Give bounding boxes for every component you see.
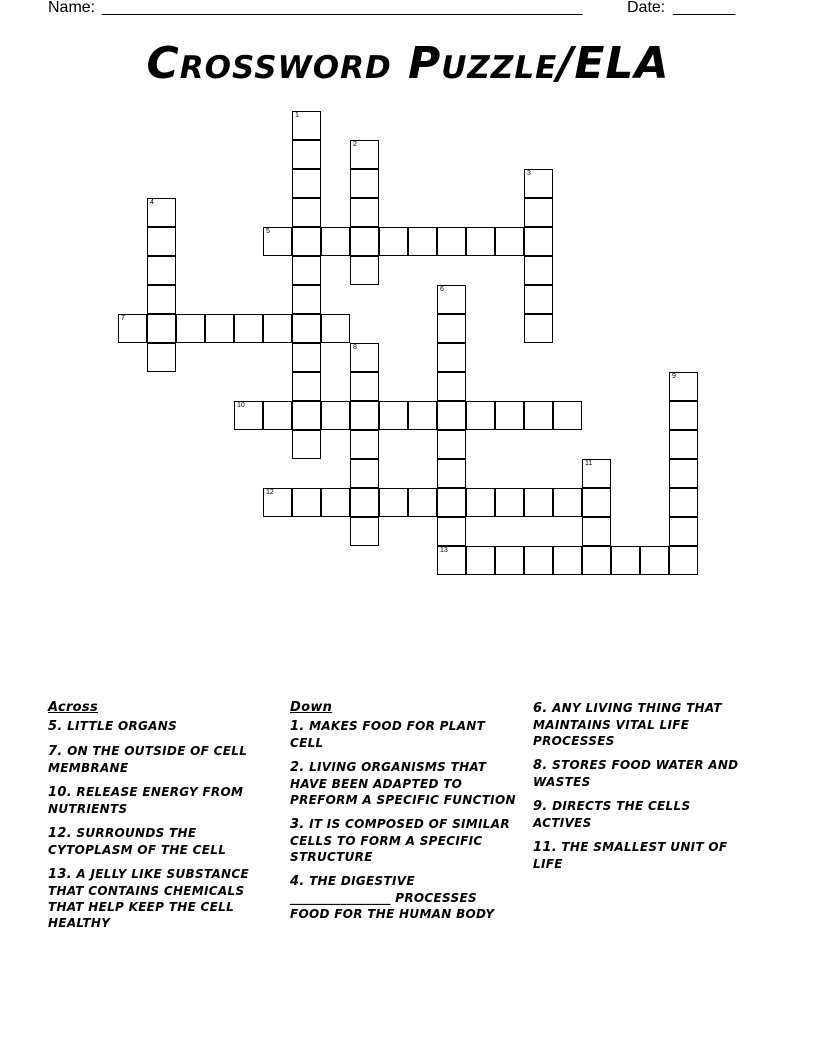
grid-cell[interactable] <box>437 517 466 546</box>
clue-item-number: 13. <box>48 867 72 882</box>
grid-cell[interactable] <box>669 401 698 430</box>
grid-cell[interactable] <box>263 488 292 517</box>
clue-item-number: 1. <box>290 719 305 734</box>
grid-cell[interactable] <box>292 285 321 314</box>
clue-number: 9 <box>672 373 676 380</box>
clue-number: 2 <box>353 141 357 148</box>
grid-cell[interactable] <box>669 459 698 488</box>
grid-cell[interactable] <box>524 227 553 256</box>
grid-cell[interactable] <box>292 227 321 256</box>
clue-item-text: SURROUNDS THE CYTOPLASM OF THE CELL <box>48 826 227 857</box>
grid-cell[interactable] <box>553 488 582 517</box>
page-title: Crossword Puzzle/ELA <box>146 38 670 89</box>
grid-cell[interactable] <box>350 401 379 430</box>
grid-cell[interactable] <box>669 488 698 517</box>
clue-item <box>48 825 268 858</box>
clue-item <box>48 743 268 776</box>
grid-cell[interactable] <box>437 401 466 430</box>
clue-item <box>290 718 520 751</box>
grid-cell[interactable] <box>524 488 553 517</box>
grid-cell[interactable] <box>350 169 379 198</box>
grid-cell[interactable] <box>466 488 495 517</box>
grid-cell[interactable] <box>466 546 495 575</box>
grid-cell[interactable] <box>379 227 408 256</box>
grid-cell[interactable] <box>437 372 466 401</box>
clue-item <box>290 759 520 808</box>
grid-cell[interactable] <box>350 488 379 517</box>
grid-cell[interactable] <box>437 430 466 459</box>
down-clue-list-continued <box>533 700 753 872</box>
clue-item <box>533 839 753 872</box>
grid-cell[interactable] <box>669 430 698 459</box>
clue-item-text: RELEASE ENERGY FROM NUTRIENTS <box>48 785 244 816</box>
clue-number: 12 <box>266 489 274 496</box>
clues-down <box>290 700 520 930</box>
grid-cell[interactable] <box>466 401 495 430</box>
grid-cell[interactable] <box>350 430 379 459</box>
grid-cell[interactable] <box>408 488 437 517</box>
down-heading: Down <box>290 700 333 715</box>
clue-item-number: 6. <box>533 701 548 716</box>
grid-cell[interactable] <box>321 488 350 517</box>
grid-cell[interactable] <box>379 401 408 430</box>
clue-item-text: THE DIGESTIVE ________________ PROCESSES FOOD FOR THE HUMAN BODY <box>290 874 495 921</box>
name-label: Name: <box>48 0 96 16</box>
grid-cell[interactable] <box>292 198 321 227</box>
grid-cell[interactable] <box>350 343 379 372</box>
grid-cell[interactable] <box>292 314 321 343</box>
across-heading: Across <box>48 700 98 715</box>
clue-item-text: LIVING ORGANISMS THAT HAVE BEEN ADAPTED TO PREFORM A SPECIFIC FUNCTION <box>290 760 516 807</box>
grid-cell[interactable] <box>524 401 553 430</box>
grid-cell[interactable] <box>263 314 292 343</box>
grid-cell[interactable] <box>524 256 553 285</box>
clue-item-number: 3. <box>290 817 305 832</box>
grid-cell[interactable] <box>495 488 524 517</box>
clue-item <box>48 866 268 931</box>
clue-item-number: 8. <box>533 758 548 773</box>
grid-cell[interactable] <box>292 488 321 517</box>
grid-cell[interactable] <box>321 227 350 256</box>
name-field[interactable]: ______________________________________________________ <box>102 0 583 16</box>
clue-item-number: 4. <box>290 874 305 889</box>
clue-item-number: 2. <box>290 760 305 775</box>
clue-item <box>290 816 520 865</box>
clue-item-text: A JELLY LIKE SUBSTANCE THAT CONTAINS CHEMICALS THAT HELP KEEP THE CELL HEALTHY <box>48 867 249 930</box>
clue-item-number: 11. <box>533 840 557 855</box>
across-clue-list <box>48 718 268 931</box>
grid-cell[interactable] <box>437 459 466 488</box>
grid-cell[interactable] <box>321 314 350 343</box>
clue-number: 6 <box>440 286 444 293</box>
clue-item-text: MAKES FOOD FOR PLANT CELL <box>290 719 486 750</box>
grid-cell[interactable] <box>147 314 176 343</box>
grid-cell[interactable] <box>669 546 698 575</box>
grid-cell[interactable] <box>263 401 292 430</box>
grid-cell[interactable] <box>321 401 350 430</box>
grid-cell[interactable] <box>582 546 611 575</box>
grid-cell[interactable] <box>495 546 524 575</box>
clue-item-text: ON THE OUTSIDE OF CELL MEMBRANE <box>48 744 248 775</box>
grid-cell[interactable] <box>234 401 263 430</box>
grid-cell[interactable] <box>437 343 466 372</box>
grid-cell[interactable] <box>350 140 379 169</box>
clue-item-text: ANY LIVING THING THAT MAINTAINS VITAL LIFE PROCESSES <box>533 701 722 748</box>
grid-cell[interactable] <box>350 256 379 285</box>
clue-number: 4 <box>150 199 154 206</box>
grid-cell[interactable] <box>553 546 582 575</box>
grid-cell[interactable] <box>350 517 379 546</box>
grid-cell[interactable] <box>495 401 524 430</box>
grid-cell[interactable] <box>669 517 698 546</box>
clue-item-text: IT IS COMPOSED OF SIMILAR CELLS TO FORM A SPECIFIC STRUCTURE <box>290 817 510 864</box>
grid-cell[interactable] <box>524 169 553 198</box>
grid-cell[interactable] <box>437 314 466 343</box>
grid-cell[interactable] <box>524 198 553 227</box>
grid-cell[interactable] <box>524 314 553 343</box>
grid-cell[interactable] <box>582 488 611 517</box>
clue-number: 8 <box>353 344 357 351</box>
clues-down-continued <box>533 700 753 880</box>
date-label: Date: <box>627 0 666 16</box>
grid-cell[interactable] <box>118 314 147 343</box>
grid-cell[interactable] <box>437 546 466 575</box>
clue-item-text: THE SMALLEST UNIT OF LIFE <box>533 840 728 871</box>
grid-cell[interactable] <box>408 227 437 256</box>
clue-item <box>533 798 753 831</box>
grid-cell[interactable] <box>147 227 176 256</box>
clue-number: 10 <box>237 402 245 409</box>
clue-number: 11 <box>585 460 593 467</box>
grid-cell[interactable] <box>379 488 408 517</box>
clue-number: 1 <box>295 112 299 119</box>
clue-item <box>290 873 520 922</box>
grid-cell[interactable] <box>350 372 379 401</box>
clue-item <box>533 700 753 749</box>
grid-cell[interactable] <box>147 285 176 314</box>
grid-cell[interactable] <box>350 459 379 488</box>
clue-number: 5 <box>266 228 270 235</box>
grid-cell[interactable] <box>437 488 466 517</box>
grid-cell[interactable] <box>205 314 234 343</box>
grid-cell[interactable] <box>437 227 466 256</box>
clue-item-number: 12. <box>48 826 72 841</box>
clue-item-text: DIRECTS THE CELLS ACTIVES <box>533 799 691 830</box>
grid-cell[interactable] <box>292 401 321 430</box>
clues-across <box>48 700 268 939</box>
grid-cell[interactable] <box>524 546 553 575</box>
grid-cell[interactable] <box>292 430 321 459</box>
grid-cell[interactable] <box>292 256 321 285</box>
grid-cell[interactable] <box>640 546 669 575</box>
clue-number: 3 <box>527 170 531 177</box>
grid-cell[interactable] <box>408 401 437 430</box>
clue-item <box>48 784 268 817</box>
grid-cell[interactable] <box>292 372 321 401</box>
grid-cell[interactable] <box>292 111 321 140</box>
down-clue-list <box>290 718 520 922</box>
grid-cell[interactable] <box>176 314 205 343</box>
grid-cell[interactable] <box>350 198 379 227</box>
clue-item-number: 7. <box>48 744 63 759</box>
clue-item <box>533 757 753 790</box>
grid-cell[interactable] <box>350 227 379 256</box>
grid-cell[interactable] <box>292 169 321 198</box>
clue-number: 7 <box>121 315 125 322</box>
grid-cell[interactable] <box>147 198 176 227</box>
grid-cell[interactable] <box>147 256 176 285</box>
grid-cell[interactable] <box>669 372 698 401</box>
grid-cell[interactable] <box>553 401 582 430</box>
grid-cell[interactable] <box>466 227 495 256</box>
grid-cell[interactable] <box>292 343 321 372</box>
clue-item <box>48 718 268 735</box>
grid-cell[interactable] <box>234 314 263 343</box>
clue-number: 13 <box>440 547 448 554</box>
grid-cell[interactable] <box>524 285 553 314</box>
grid-cell[interactable] <box>437 285 466 314</box>
date-field[interactable]: _______ <box>673 0 736 16</box>
grid-cell[interactable] <box>147 343 176 372</box>
clue-item-number: 10. <box>48 785 72 800</box>
grid-cell[interactable] <box>582 517 611 546</box>
clue-item-number: 5. <box>48 719 63 734</box>
grid-cell[interactable] <box>582 459 611 488</box>
grid-cell[interactable] <box>263 227 292 256</box>
grid-cell[interactable] <box>495 227 524 256</box>
grid-cell[interactable] <box>292 140 321 169</box>
grid-cell[interactable] <box>611 546 640 575</box>
clue-item-text: STORES FOOD WATER AND WASTES <box>533 758 739 789</box>
clue-item-text: LITTLE ORGANS <box>62 719 178 733</box>
clue-item-number: 9. <box>533 799 548 814</box>
